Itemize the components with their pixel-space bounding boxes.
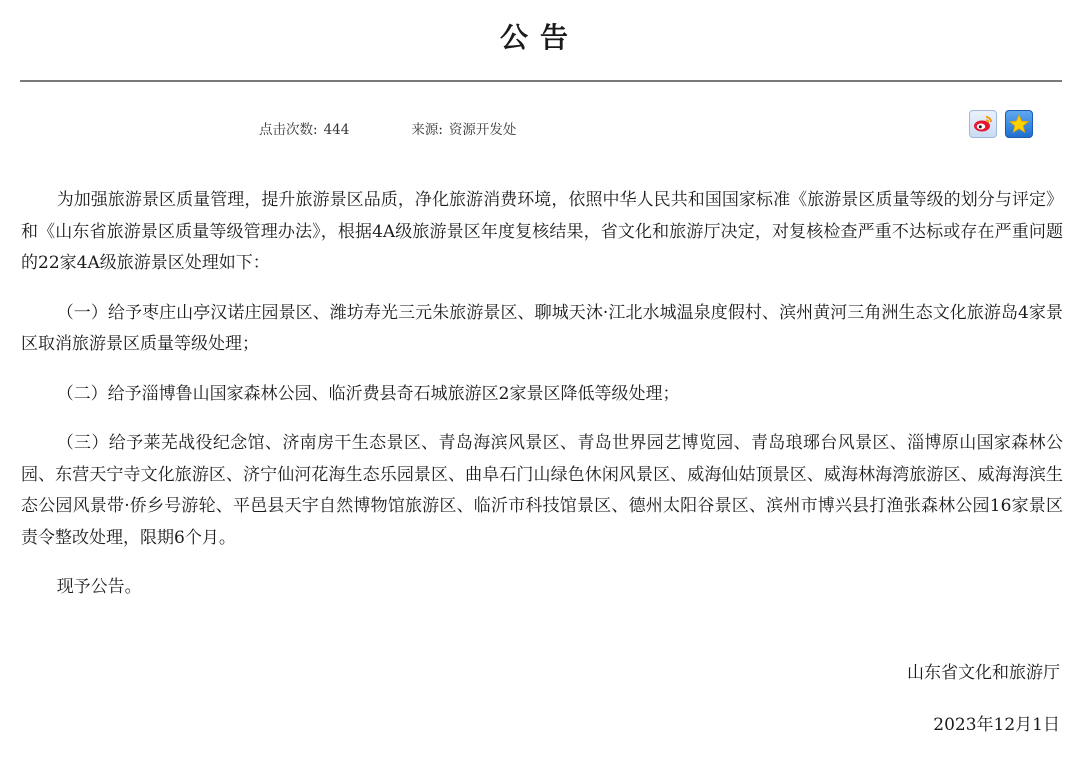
intro-paragraph: 为加强旅游景区质量管理，提升旅游景区品质，净化旅游消费环境，依照中华人民共和国国家标准《旅游景区质量等级的划分与评定》和《山东省旅游景区质量等级管理办法》，根据4A级旅游景区年度复核结果，省文化和旅游厅决定，对复核检查严重不达标或存在严重问题的22家4A级旅游景区处理如下： (21, 190, 1063, 273)
clicks-label: 点击次数: (259, 122, 318, 138)
share-bar (969, 110, 1033, 138)
weibo-share-button[interactable] (969, 110, 997, 138)
item-one-paragraph: （一）给予枣庄山亭汉诺庄园景区、潍坊寿光三元朱旅游景区、聊城天沐·江北水城温泉度假村、滨州黄河三角洲生态文化旅游岛4家景区取消旅游景区质量等级处理； (21, 302, 1063, 354)
title-divider (20, 80, 1062, 82)
source-label: 来源: (411, 122, 443, 138)
item-two-paragraph: （二）给予淄博鲁山国家森林公园、临沂费县奇石城旅游区2家景区降低等级处理； (56, 383, 680, 404)
issue-date: 2023年12月1日 (933, 715, 1060, 735)
closing-paragraph: 现予公告。 (56, 577, 142, 597)
weibo-icon (972, 113, 994, 135)
item-three-paragraph: （三）给予莱芜战役纪念馆、济南房干生态景区、青岛海滨风景区、青岛世界园艺博览园、青岛琅琊台风景区、淄博原山国家森林公园、东营天宁寺文化旅游区、济宁仙河花海生态乐园景区、曲阜石门山绿色休闲风景区、威海仙姑顶景区、威海林海湾旅游区、威海海滨生态公园风景带·侨乡号游轮、平邑县天宇自然博物馆旅游区、临沂市科技馆景区、德州太阳谷景区、滨州市博兴县打渔张森林公园16家景区责令整改处理，限期6个月。 (21, 433, 1063, 548)
article-meta (259, 120, 516, 140)
page-title: 公告 (499, 21, 580, 54)
announcement-body (21, 185, 1063, 622)
source-value: 资源开发处 (448, 122, 517, 138)
issuer-signature: 山东省文化和旅游厅 (907, 663, 1060, 683)
clicks-count: 444 (323, 122, 350, 138)
qzone-share-button[interactable] (1005, 110, 1033, 138)
qzone-star-icon (1008, 113, 1030, 135)
